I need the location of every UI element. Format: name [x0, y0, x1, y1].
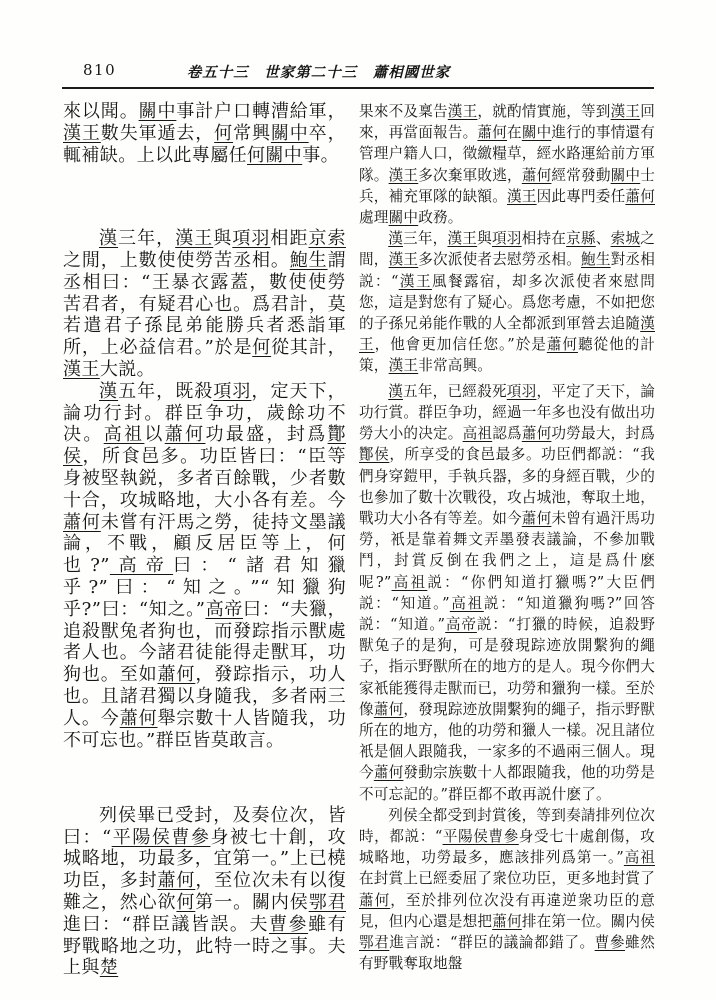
proper-noun-mark: 高祖	[103, 424, 145, 446]
proper-noun-mark: 關中	[610, 166, 641, 184]
proper-noun-mark: 高帝	[109, 555, 174, 577]
text-segment: 之閒，上數使使勞苦丞相。	[63, 250, 290, 272]
classical-paragraph-3	[63, 381, 346, 752]
text-segment: 回來，再當面報告。	[359, 103, 656, 142]
proper-noun-mark: 酇侯	[63, 424, 346, 468]
text-segment: 事計户口轉漕給軍，	[176, 101, 346, 122]
proper-noun-mark: 漢王	[388, 166, 419, 184]
proper-noun-mark: 項羽	[491, 230, 522, 248]
text-segment: 排在第一位。關内侯	[521, 912, 655, 930]
text-segment: 發動宗族數十人都跟隨我，他的功勞是不可忘記的。”群臣都不敢再説什麽了。	[359, 764, 656, 803]
text-segment: 、	[595, 230, 611, 248]
proper-noun-mark: 平陽侯曹參	[111, 826, 211, 848]
text-segment: 相持在	[521, 230, 567, 248]
proper-noun-mark: 漢	[99, 228, 119, 250]
proper-noun-mark: 項羽	[232, 228, 271, 250]
proper-noun-mark: 漢王	[63, 359, 100, 380]
text-segment: 謂丞相曰：“王暴衣露蓋，數使使勞苦君者，有疑君心也。爲君計，莫若遣君子孫昆弟能勝兵者悉詣軍所，上必益信君。”於是	[63, 250, 346, 359]
translation-paragraph-2	[359, 228, 655, 376]
proper-noun-mark: 京縣	[566, 230, 596, 248]
proper-noun-mark: 蕭何	[157, 664, 196, 686]
proper-noun-mark: 何	[252, 337, 272, 359]
proper-noun-mark: 蕭何	[157, 870, 196, 892]
classical-paragraph-1	[63, 101, 346, 166]
text-segment: 功勞最大，封爲	[551, 425, 656, 443]
text-segment: 事。	[302, 144, 340, 166]
proper-noun-mark: 關中	[270, 122, 309, 144]
text-segment: ，至位次未有以復難之，然心欲	[63, 870, 347, 914]
proper-noun-mark: 漢	[388, 382, 404, 400]
text-segment: 列侯全都受到封賞後，等到奏請排列位次時，都説：“	[359, 806, 655, 846]
proper-noun-mark: 漢王	[175, 228, 214, 250]
proper-noun-mark: 鮑生	[581, 251, 611, 269]
proper-noun-mark: 高帝	[445, 616, 477, 634]
text-segment: 從其計，	[271, 337, 346, 359]
text-segment: 以	[144, 424, 165, 446]
text-segment: 進言説：“群臣的議論都錯了。	[389, 934, 595, 952]
text-segment: 曰：“夫獵，追殺獸兔者狗也，而發踪指示獸處者人也。今諸君徒能得走獸耳，功狗也。至如	[63, 598, 346, 686]
text-segment: 來以聞。	[63, 101, 139, 122]
proper-noun-mark: 漢王	[63, 122, 101, 144]
text-segment: 身被七十創，攻城略地，功最多，宜第一。”上已橈功臣，多封	[63, 826, 347, 892]
proper-noun-mark: 蕭何	[521, 166, 552, 184]
text-segment: 説：“你們知道打獵嗎?”大臣們説：“知道。”	[359, 573, 656, 612]
proper-noun-mark: 平陽侯曹參	[442, 828, 519, 846]
text-segment: ，定天下，論功行封。群臣争功，歲餘功不决。	[63, 380, 347, 446]
text-segment: 常興	[233, 122, 271, 144]
page-body	[63, 101, 655, 979]
text-segment: 説：“知道獵狗嗎?”回答説：“知道。”	[359, 594, 655, 634]
proper-noun-mark: 蕭何	[63, 511, 101, 533]
proper-noun-mark: 項羽	[506, 382, 537, 400]
proper-noun-mark: 漢	[388, 230, 404, 248]
text-segment: 因此專門委任	[536, 187, 626, 205]
text-row-4	[63, 805, 655, 979]
text-segment: 處理	[359, 209, 389, 227]
proper-noun-mark: 楚	[99, 957, 119, 979]
text-segment: ，至於排列位次没有再違逆衆功臣的意見，但内心還是想把	[359, 891, 655, 930]
proper-noun-mark: 鄂君	[308, 892, 346, 914]
proper-noun-mark: 漢王	[447, 230, 478, 248]
proper-noun-mark: 高祖	[462, 425, 493, 443]
text-segment: 舉宗數十人皆隨我，功不可忘也。”群臣皆莫敢言。	[63, 707, 347, 751]
text-segment: ，平定了天下，論功行賞。群臣争功，經過一年多也没有做出功勞大小的决定。	[359, 382, 655, 443]
text-row-3	[63, 381, 655, 805]
text-segment: 五年，已經殺死	[403, 382, 507, 400]
text-segment: 數失軍遁去，	[100, 122, 215, 144]
page-header	[63, 57, 654, 83]
proper-noun-mark: 關中	[521, 124, 552, 142]
text-segment: 列侯畢已受封，及奏位次，皆曰：“	[63, 804, 346, 848]
text-segment: 五年，既殺	[118, 380, 214, 402]
text-segment: ，發現踪迹放開繫狗的繩子，指示野獸所在的地方，他的功勞和獵人一樣。况且諸位衹是個人跟隨我，一家多的不過兩三個人。現今	[359, 700, 656, 782]
proper-noun-mark: 蕭何	[546, 336, 578, 354]
proper-noun-mark: 蕭何	[492, 912, 522, 930]
proper-noun-mark: 蕭何	[625, 187, 655, 205]
proper-noun-mark: 酇侯	[359, 446, 390, 464]
proper-noun-mark: 蕭何	[164, 424, 206, 446]
proper-noun-mark: 高祖	[449, 594, 484, 612]
text-segment: 政務。	[418, 209, 463, 227]
text-segment: 卒，輒補缺。上以此專屬任	[63, 122, 346, 166]
text-segment: 三年，	[118, 228, 176, 250]
proper-noun-mark: 蕭何	[373, 764, 404, 782]
text-segment: 身受七十處創傷，攻城略地，功勞最多，應該排列爲第一。”	[359, 828, 655, 867]
proper-noun-mark: 高祖	[391, 573, 428, 591]
proper-noun-mark: 高帝	[205, 598, 244, 620]
running-header-title: 卷五十三 世家第二十三 蕭相國世家	[186, 64, 451, 81]
proper-noun-mark: 漢王	[507, 187, 537, 205]
proper-noun-mark: 蕭何	[521, 510, 552, 528]
text-segment: 雖然有野戰奪取地盤	[359, 934, 655, 973]
text-segment: 進曰：“群臣議皆誤。夫	[63, 913, 269, 935]
page-number: 810	[83, 61, 117, 79]
text-segment: 多次棄軍敗逃，	[418, 166, 522, 184]
proper-noun-mark: 漢王	[388, 357, 419, 375]
text-segment: 功最盛，封爲	[205, 424, 328, 446]
proper-noun-mark: 曹參	[594, 934, 626, 952]
text-segment: 與	[213, 228, 233, 250]
text-segment: 聽從他的計策，	[359, 336, 655, 375]
text-segment: 認爲	[492, 425, 522, 443]
classical-paragraph-2	[63, 228, 346, 381]
text-segment: 雖有野戰略地之功，此特一時之事。夫上與	[63, 913, 346, 979]
text-segment: 第一。關内侯	[195, 892, 309, 914]
translation-paragraph-4	[359, 805, 655, 975]
classical-paragraph-4	[63, 805, 346, 979]
text-segment: 説：“打獵的時候，追殺野獸兔子的是狗，可是發現踪迹放開繫狗的繩子，指示野獸所在的地方的是人。現今你們大家衹能獲得走獸而已，功勞和獵狗一樣。至於像	[359, 616, 655, 718]
text-segment: ，就酌情實施，等到	[477, 103, 611, 120]
proper-noun-mark: 蕭何	[359, 891, 391, 909]
proper-noun-mark: 何	[247, 144, 266, 166]
text-segment: 果來不及稟告	[359, 103, 448, 120]
proper-noun-mark: 索城	[610, 230, 641, 248]
proper-noun-mark: 蕭何	[373, 700, 404, 718]
proper-noun-mark: 漢王	[359, 315, 655, 354]
text-segment: 在封賞上已經委屈了衆位功臣，更多地封賞了	[359, 870, 655, 888]
proper-noun-mark: 蕭何	[521, 425, 552, 443]
text-segment: 與	[477, 230, 492, 248]
text-segment: 非常高興。	[418, 357, 493, 375]
text-segment: 未曾有過汗馬功勞，衹是靠着舞文弄墨發表議論，不參加戰鬥，封賞反倒在我們之上，這是爲什麽呢?”	[359, 510, 655, 591]
text-segment: 之間，	[359, 230, 656, 269]
text-segment: ，他會更加信任您。”於是	[374, 336, 547, 354]
proper-noun-mark: 關中	[265, 144, 303, 166]
proper-noun-mark: 曹參	[269, 913, 309, 935]
text-segment: ，所食邑多。功臣皆曰：“臣等身被堅執鋭，多者百餘戰，少者數十合，攻城略地，大小各有差。今	[63, 446, 346, 511]
proper-noun-mark: 蕭何	[477, 124, 507, 142]
proper-noun-mark: 關中	[138, 101, 177, 122]
text-segment: 多次派使者去慰勞丞相。	[418, 251, 582, 269]
translation-paragraph-3	[359, 381, 655, 805]
text-segment: 進行的事情還有管理户籍人口，徵繳糧草，經水路運給前方軍隊。	[359, 124, 656, 184]
proper-noun-mark: 何	[214, 122, 234, 144]
text-segment: 對丞相説：“	[359, 251, 656, 290]
proper-noun-mark: 漢王	[388, 251, 419, 269]
text-segment: 相距	[270, 228, 309, 250]
proper-noun-mark: 項羽	[213, 380, 252, 402]
text-segment: 曰：“諸君知獵乎?”曰：“知之。”“知獵狗乎?”曰：“知之。”	[63, 555, 346, 620]
text-segment: 未嘗有汗馬之勞，徒持文墨議論，不戰，顧反居臣等上，何也?”	[63, 511, 346, 577]
text-segment: 風餐露宿，却多次派使者來慰問您，這是對您有了疑心。爲您考慮，不如把您的子孫兄弟能作戰的人全都派到軍營去追隨	[359, 272, 655, 333]
text-segment: 經常發動	[551, 166, 611, 184]
proper-noun-mark: 京索	[308, 228, 346, 250]
proper-noun-mark: 何	[176, 892, 196, 914]
proper-noun-mark: 鮑生	[289, 250, 328, 272]
text-segment: 大説。	[99, 359, 156, 380]
text-segment: 三年，	[403, 230, 448, 248]
translation-paragraph-1	[359, 101, 655, 228]
text-segment: ，發踪指示，功人也。且諸君獨以身隨我，多者兩三人。今	[63, 664, 347, 729]
text-row-2	[63, 228, 655, 381]
text-segment: ，所享受的食邑最多。功臣們都説：“我們身穿鎧甲，手執兵器，多的身經百戰，少的也參加了數十次戰役，攻占城池，奪取土地，戰功大小各有等差。如今	[359, 446, 656, 528]
proper-noun-mark: 漢王	[610, 103, 641, 120]
text-segment: 士兵，補充軍隊的缺額。	[359, 166, 656, 205]
header-rule	[62, 87, 654, 89]
proper-noun-mark: 漢王	[447, 103, 478, 120]
proper-noun-mark: 蕭何	[119, 707, 158, 729]
proper-noun-mark: 高祖	[623, 849, 655, 867]
text-segment: 在	[507, 124, 522, 142]
proper-noun-mark: 鄂君	[359, 934, 390, 952]
proper-noun-mark: 關中	[388, 209, 419, 227]
proper-noun-mark: 漢王	[398, 272, 432, 290]
text-row-1	[63, 101, 655, 228]
proper-noun-mark: 漢	[99, 380, 119, 402]
